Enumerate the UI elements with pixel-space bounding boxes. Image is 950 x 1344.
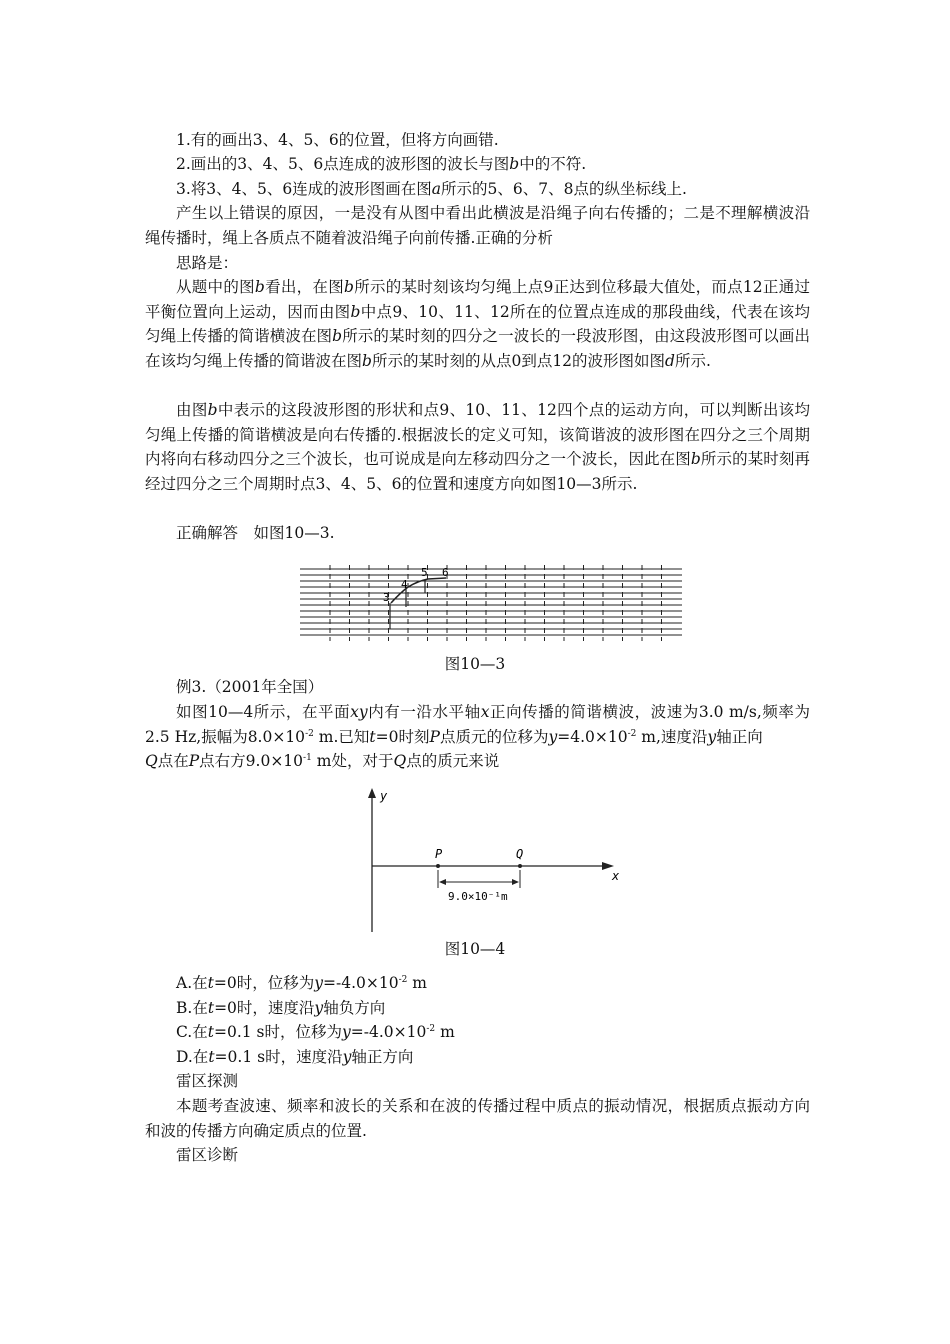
example-problem: 如图10—4所示，在平面xy内有一沿水平轴x正向传播的简谐横波，波速为3.0 m/s,频率为2.5 Hz,振幅为$8.0\times 10^{-2}$ m.已知t=0时刻P点质元的位移为$y=4.0\times 10^{-2}$ m,速度沿y轴正向 Q点在P点右方$9.0\times 10^{-1}$ m处，对于Q点的质元来说: [145, 703, 810, 770]
figure-10-4: [360, 782, 630, 934]
example-title: 例3.（2001年全国）: [176, 678, 324, 696]
fig4-distance-arrow-right: [512, 879, 519, 885]
fig3-label-4: 4: [401, 578, 408, 591]
error-item-2: 2.画出的3、4、5、6点连成的波形图的波长与图b中的不符.: [176, 155, 587, 173]
figure-10-3: [300, 563, 682, 643]
mine-diagnosis-heading: 雷区诊断: [176, 1146, 239, 1164]
fig4-point-p: [436, 864, 440, 868]
fig3-label-5: 5: [421, 566, 428, 579]
mine-probe-heading: 雷区探测: [176, 1072, 239, 1090]
fig4-point-q: [518, 864, 522, 868]
fig3-label-6: 6: [442, 566, 449, 579]
idea-label: 思路是：: [176, 254, 239, 272]
option-d: D.在t=0.1 s时，速度沿y轴正方向: [176, 1048, 414, 1066]
error-item-1: 1.有的画出3、4、5、6的位置，但将方向画错.: [176, 131, 499, 149]
error-item-3: 3.将3、4、5、6连成的波形图画在图a所示的5、6、7、8点的纵坐标线上.: [176, 180, 687, 198]
fig4-distance-label: 9.0×10⁻¹m: [448, 890, 508, 903]
cause-paragraph: 产生以上错误的原因，一是没有从图中看出此横波是沿绳子向右传播的；二是不理解横波沿绳传播时，绳上各质点不随着波沿绳子向前传播.正确的分析: [145, 204, 810, 247]
option-a: A.在t=0时，位移为$y=-4.0\times 10^{-2}$ m: [176, 974, 427, 992]
fig4-x-label: x: [612, 869, 620, 883]
correct-answer: 正确解答 如图10—3.: [176, 524, 335, 542]
reasoning-paragraph-2: 由图b中表示的这段波形图的形状和点9、10、11、12四个点的运动方向，可以判断出该均匀绳上传播的简谐横波是向右传播的.根据波长的定义可知，该简谐波的波形图在四分之三个周期内将向右移动四分之三个波长，也可说成是向左移动四分之一个波长，因此在图b所示的某时刻再经过四分之三个周期时点3、4、5、6的位置和速度方向如图10—3所示.: [145, 401, 810, 493]
fig4-distance-arrow-left: [439, 879, 446, 885]
mine-probe-text: 本题考查波速、频率和波长的关系和在波的传播过程中质点的振动情况，根据质点振动方向和波的传播方向确定质点的位置.: [145, 1097, 810, 1140]
option-b: B.在t=0时，速度沿y轴负方向: [176, 999, 386, 1017]
figure-10-3-caption: 图10—3: [444, 655, 506, 673]
fig4-p-label: P: [435, 847, 443, 861]
option-c: C.在t=0.1 s时，位移为$y=-4.0\times 10^{-2}$ m: [176, 1023, 455, 1041]
reasoning-paragraph-1: 从题中的图b看出，在图b所示的某时刻该均匀绳上点9正达到位移最大值处，而点12正通过平衡位置向上运动，因而由图b中点9、10、11、12所在的位置点连成的那段曲线，代表在该均匀绳上传播的简谐横波在图b所示的某时刻的四分之一波长的一段波形图，由这段波形图可以画出在该均匀绳上传播的简谐波在图b所示的某时刻的从点0到点12的波形图如图d所示.: [145, 278, 810, 370]
fig3-label-3: 3: [383, 591, 390, 604]
fig4-y-arrowhead: [368, 788, 376, 798]
fig4-q-label: Q: [516, 847, 524, 861]
figure-10-4-caption: 图10—4: [444, 940, 506, 958]
fig4-y-label: y: [380, 789, 388, 803]
